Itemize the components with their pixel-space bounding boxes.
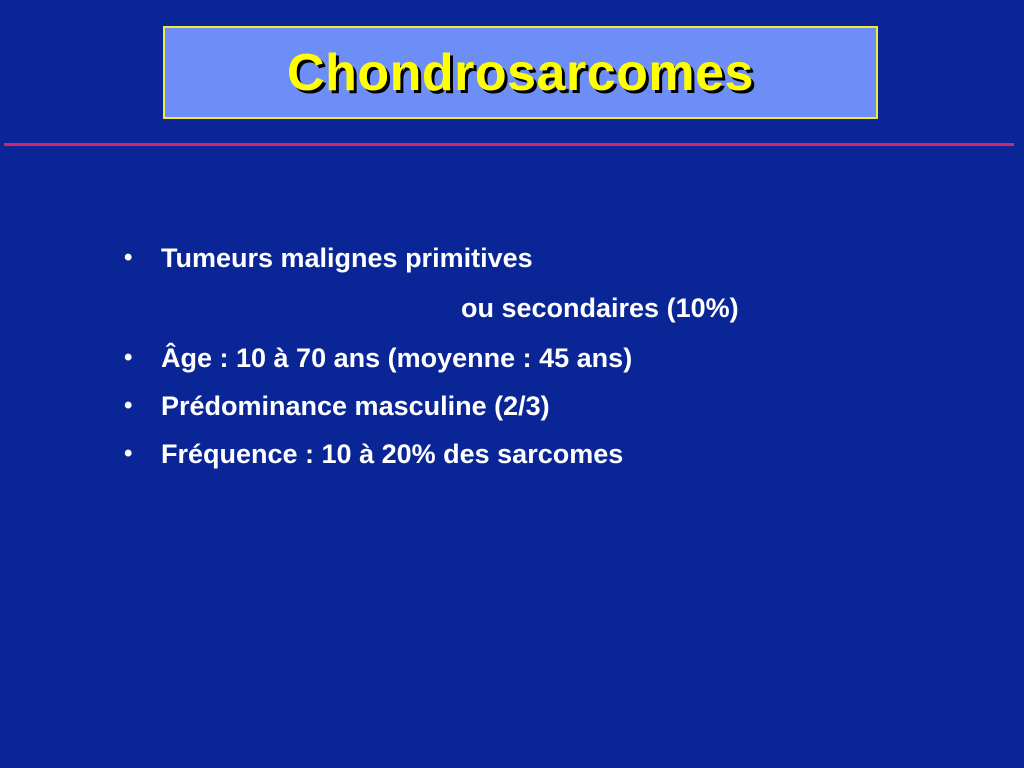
bullet-marker: • (124, 392, 133, 419)
bullet-marker: • (124, 344, 133, 371)
bullet-item-1: Tumeurs malignes primitives (161, 243, 533, 273)
bullet-item-2: Âge : 10 à 70 ans (moyenne : 45 ans) (161, 343, 633, 373)
slide-title: Chondrosarcomes (287, 43, 754, 102)
bullet-marker: • (124, 440, 133, 467)
bullet-item-4: Fréquence : 10 à 20% des sarcomes (161, 439, 624, 469)
bullet-marker: • (124, 244, 133, 271)
bullet-item-3: Prédominance masculine (2/3) (161, 391, 550, 421)
bullet-item-1-continuation: ou secondaires (10%) (461, 293, 739, 323)
